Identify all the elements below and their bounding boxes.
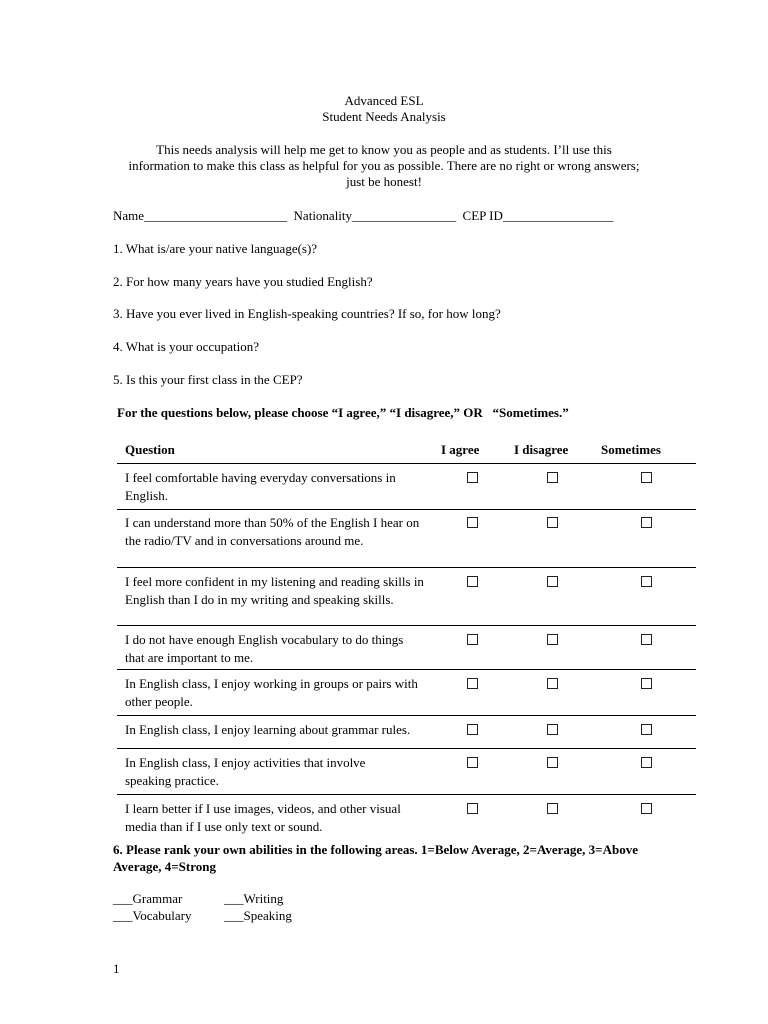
name-field[interactable]: Name______________________	[113, 208, 288, 223]
disagree-checkbox[interactable]	[547, 803, 558, 814]
rank-speaking[interactable]: ___Speaking	[224, 908, 292, 923]
table-divider	[117, 794, 696, 795]
page-number: 1	[113, 961, 120, 976]
agree-checkbox[interactable]	[467, 724, 478, 735]
disagree-checkbox[interactable]	[547, 576, 558, 587]
statement-2: I can understand more than 50% of the English I hear on the radio/TV and in conversations around me.	[125, 515, 420, 548]
statement-7: In English class, I enjoy activities that involve speaking practice.	[125, 755, 366, 788]
header-sometimes: Sometimes	[601, 442, 661, 457]
agree-checkbox[interactable]	[467, 678, 478, 689]
disagree-checkbox[interactable]	[547, 724, 558, 735]
agree-checkbox[interactable]	[467, 576, 478, 587]
question-5: 5. Is this your first class in the CEP?	[113, 372, 303, 387]
table-divider	[117, 669, 696, 670]
statement-3: I feel more confident in my listening and reading skills in English than I do in my writing and speaking skills.	[125, 574, 424, 607]
agree-checkbox[interactable]	[467, 472, 478, 483]
table-divider	[117, 567, 696, 568]
sometimes-checkbox[interactable]	[641, 576, 652, 587]
header-disagree: I disagree	[514, 442, 569, 457]
rank-writing[interactable]: ___Writing	[224, 891, 284, 906]
table-divider	[117, 463, 696, 464]
agree-checkbox[interactable]	[467, 517, 478, 528]
statement-8: I learn better if I use images, videos, and other visual media than if I use only text or sound.	[125, 801, 401, 834]
question-3: 3. Have you ever lived in English-speaking countries? If so, for how long?	[113, 306, 501, 321]
question-2: 2. For how many years have you studied English?	[113, 274, 373, 289]
nationality-field[interactable]: Nationality________________	[293, 208, 457, 223]
rank-grammar[interactable]: ___Grammar	[113, 891, 183, 906]
agree-checkbox[interactable]	[467, 634, 478, 645]
statement-1: I feel comfortable having everyday conversations in English.	[125, 470, 396, 503]
disagree-checkbox[interactable]	[547, 678, 558, 689]
statement-6: In English class, I enjoy learning about grammar rules.	[125, 722, 411, 737]
sometimes-checkbox[interactable]	[641, 724, 652, 735]
statement-5: In English class, I enjoy working in groups or pairs with other people.	[125, 676, 418, 709]
document-title: Advanced ESL	[344, 93, 424, 108]
sometimes-checkbox[interactable]	[641, 472, 652, 483]
sometimes-checkbox[interactable]	[641, 803, 652, 814]
document-subtitle: Student Needs Analysis	[322, 109, 446, 124]
intro-paragraph: This needs analysis will help me get to know you as people and as students. I’ll use this information to make this class as helpful for you as possible. There are no right or wrong answers; just be honest!	[128, 142, 640, 189]
question-4: 4. What is your occupation?	[113, 339, 259, 354]
sometimes-checkbox[interactable]	[641, 757, 652, 768]
disagree-checkbox[interactable]	[547, 757, 558, 768]
ranking-question: 6. Please rank your own abilities in the following areas. 1=Below Average, 2=Average, 3=Above Average, 4=Strong	[113, 842, 638, 874]
disagree-checkbox[interactable]	[547, 634, 558, 645]
rank-vocabulary[interactable]: ___Vocabulary	[113, 908, 192, 923]
cep-id-field[interactable]: CEP ID_________________	[462, 208, 614, 223]
header-agree: I agree	[441, 442, 480, 457]
sometimes-checkbox[interactable]	[641, 634, 652, 645]
disagree-checkbox[interactable]	[547, 517, 558, 528]
agree-checkbox[interactable]	[467, 803, 478, 814]
identity-fields	[113, 208, 613, 224]
agree-checkbox[interactable]	[467, 757, 478, 768]
statement-4: I do not have enough English vocabulary to do things that are important to me.	[125, 632, 404, 665]
table-divider	[117, 625, 696, 626]
sometimes-checkbox[interactable]	[641, 517, 652, 528]
table-instructions: For the questions below, please choose “I agree,” “I disagree,” OR “Sometimes.”	[117, 405, 569, 420]
table-divider	[117, 509, 696, 510]
disagree-checkbox[interactable]	[547, 472, 558, 483]
question-1: 1. What is/are your native language(s)?	[113, 241, 318, 256]
sometimes-checkbox[interactable]	[641, 678, 652, 689]
header-question: Question	[125, 442, 175, 457]
table-divider	[117, 748, 696, 749]
table-divider	[117, 715, 696, 716]
